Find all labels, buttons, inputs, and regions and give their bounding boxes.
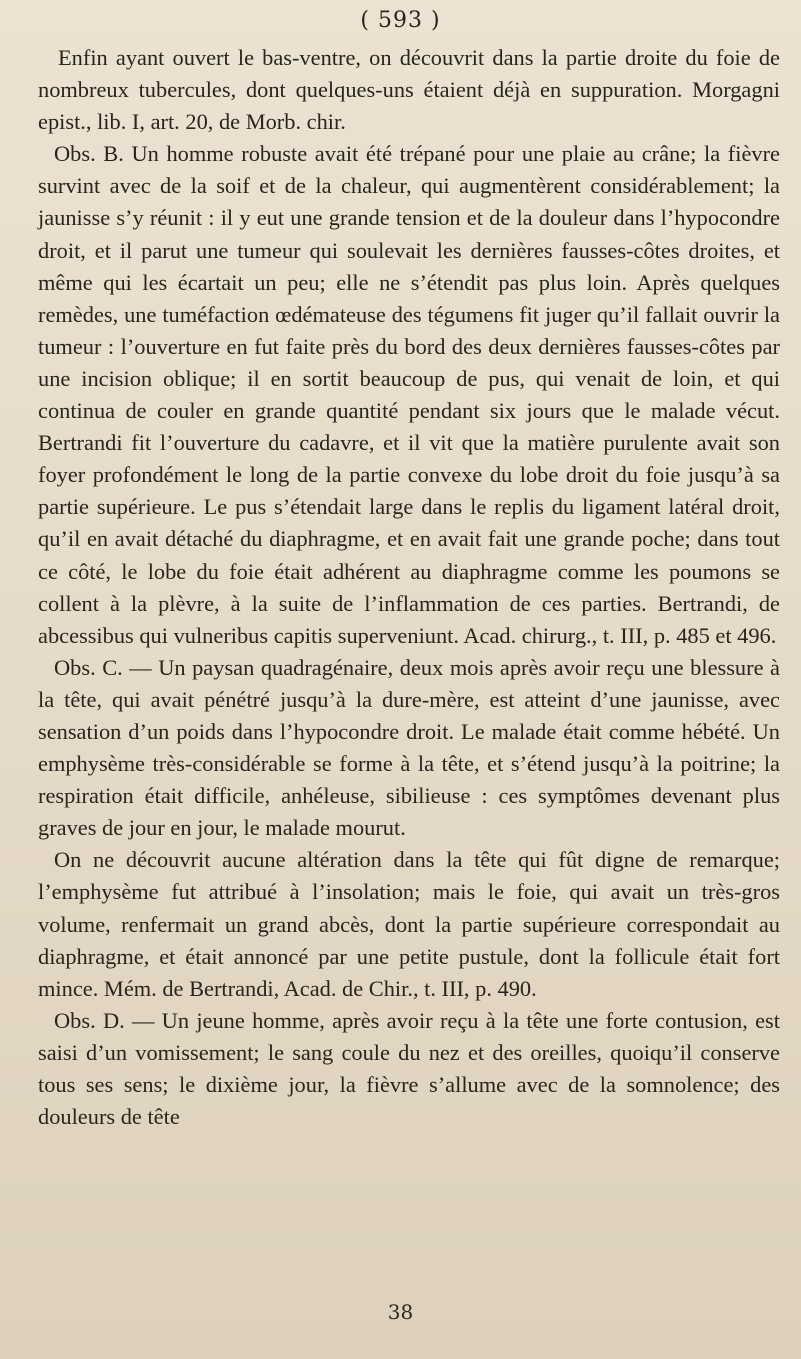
paragraph-obs-b: Obs. B. Un homme robuste avait été trépané pour une plaie au crâne; la fièvre survint avec de la soif et de la chaleur, qui augmentèrent considérablement; la jaunisse s’y réunit : il y eut une grande tension et de la douleur dans l’hypocondre droit, et il parut une tumeur qui soulevait les dernières fausses-côtes droites, et même qui les écartait un peu; elle ne s’étendit pas plus loin. Après quelques remèdes, une tuméfaction œdémateuse des tégumens fit juger qu’il fallait ouvrir la tumeur : l’ouverture en fut faite près du bord des deux dernières fausses-côtes par une incision oblique; il en sortit beaucoup de pus, qui venait de loin, et qui continua de couler en grande quantité pendant six jours que le malade vécut. Bertrandi fit l’ouverture du cadavre, et il vit que la matière purulente avait son foyer profondément le long de la partie convexe du lobe droit du foie jusqu’à sa partie supérieure. Le pus s’étendait large dans le replis du ligament latéral droit, qu’il en avait détaché du diaphragme, et en avait fait une grande poche; dans tout ce côté, le lobe du foie était adhérent au diaphragme comme les poumons se collent à la plèvre, à la suite de l’inflammation de ces parties. Bertrandi, de abcessibus qui vulneribus capitis superveniunt. Acad. chirurg., t. III, p. 485 et 496. — [38, 141, 780, 648]
signature-mark: 38 — [387, 1300, 414, 1324]
page-number: ( 593 ) — [360, 8, 441, 33]
paragraph-1: Enfin ayant ouvert le bas-ventre, on découvrit dans la partie droite du foie de nombreux tubercules, dont quelques-uns étaient déjà en suppuration. Morgagni epist., lib. I, art. 20, de Morb. chir. — [38, 45, 780, 135]
paragraph-obs-c-continued: On ne découvrit aucune altération dans la tête qui fût digne de remarque; l’emphysème fut attribué à l’insolation; mais le foie, qui avait un très-gros volume, renfermait un grand abcès, dont la partie supérieure correspondait au diaphragme, et était annoncé par une petite pustule, dont la follicule était fort mince. Mém. de Bertrandi, Acad. de Chir., t. III, p. 490. — [38, 847, 780, 1001]
body-text — [38, 42, 780, 1133]
paragraph-obs-c: Obs. C. — Un paysan quadragénaire, deux mois après avoir reçu une blessure à la tête, qui avait pénétré jusqu’à la dure-mère, est atteint d’une jaunisse, avec sensation d’un poids dans l’hypocondre droit. Le malade était comme hébété. Un emphysème très-considérable se forme à la tête, et s’étend jusqu’à la poitrine; la respiration était difficile, anhéleuse, sibilieuse : ces symptômes devenant plus graves de jour en jour, le malade mourut. — [38, 654, 780, 841]
paragraph-obs-d: Obs. D. — Un jeune homme, après avoir reçu à la tête une forte contusion, est saisi d’un vomissement; le sang coule du nez et des oreilles, quoiqu’il conserve tous ses sens; le dixième jour, la fièvre s’allume avec de la somnolence; des douleurs de tête — [38, 1007, 780, 1130]
